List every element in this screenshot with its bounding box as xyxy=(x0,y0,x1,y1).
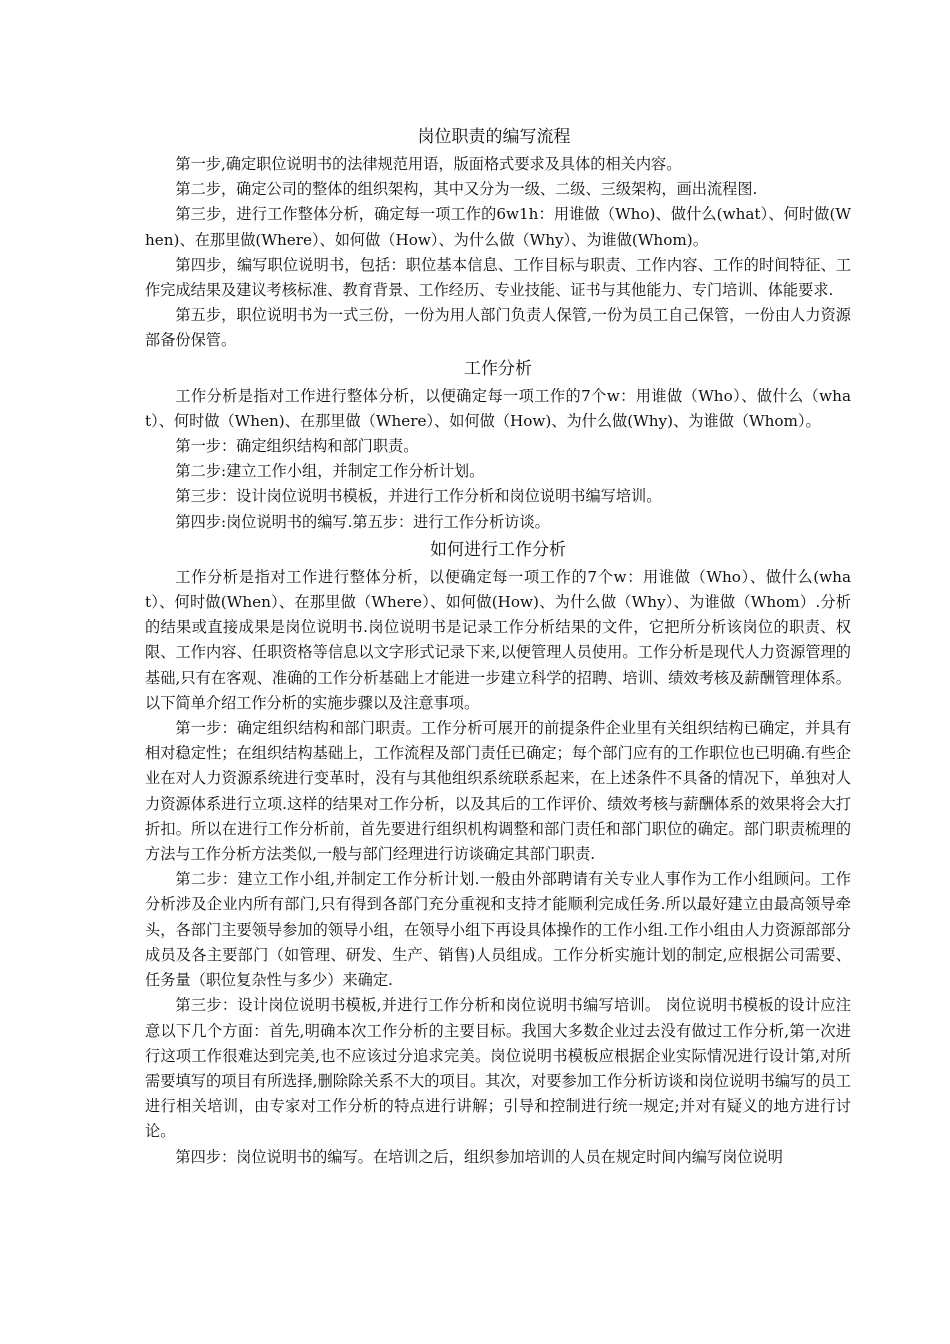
paragraph: 第三步：设计岗位说明书模板,并进行工作分析和岗位说明书编写培训。 岗位说明书模板的设计应注意以下几个方面：首先,明确本次工作分析的主要目标。我国大多数企业过去没有做过工作分析,第一次进行这项工作很难达到完美,也不应该过分追求完美。岗位说明书模板应根据企业实际情况进行设计第,对所需要填写的项目有所选择,删除除关系不大的项目。其次，对要参加工作分析访谈和岗位说明书编写的员工进行相关培训，由专家对工作分析的特点进行讲解；引导和控制进行统一规定;并对有疑义的地方进行讨论。 xyxy=(145,996,851,1141)
paragraph: 工作分析是指对工作进行整体分析，以便确定每一项工作的7个w：用谁做（Who）、做什么(what）、何时做(When）、在那里做（Where）、如何做(How)、为什么做（Why）、为谁做（Whom）.分析的结果或直接成果是岗位说明书.岗位说明书是记录工作分析结果的文件，它把所分析该岗位的职责、权限、工作内容、任职资格等信息以文字形式记录下来,以便管理人员使用。工作分析是现代人力资源管理的基础,只有在客观、准确的工作分析基础上才能进一步建立科学的招聘、培训、绩效考核及薪酬管理体系。以下简单介绍工作分析的实施步骤以及注意事项。 xyxy=(145,567,851,712)
paragraph: 第四步：岗位说明书的编写。在培训之后，组织参加培训的人员在规定时间内编写岗位说明 xyxy=(175,1147,783,1166)
paragraph: 第四步，编写职位说明书，包括：职位基本信息、工作目标与职责、工作内容、工作的时间特征、工作完成结果及建议考核标准、教育背景、工作经历、专业技能、证书与其他能力、专门培训、体能要求. xyxy=(145,255,851,300)
paragraph: 第一步,确定职位说明书的法律规范用语，版面格式要求及具体的相关内容。 xyxy=(175,155,682,173)
paragraph: 工作分析是指对工作进行整体分析，以便确定每一项工作的7个w：用谁做（Who）、做什么（what）、何时做（When)、在那里做（Where）、如何做（How)、为什么做(Why)、为谁做（Whom）。 xyxy=(145,386,851,430)
section-title-job-analysis: 工作分析 xyxy=(464,358,532,379)
paragraph: 第一步：确定组织结构和部门职责。工作分析可展开的前提条件企业里有关组织结构已确定，并具有相对稳定性；在组织结构基础上，工作流程及部门责任已确定；每个部门应有的工作职位也已明确.有些企业在对人力资源系统进行变革时，没有与其他组织系统联系起来，在上述条件不具备的情况下，单独对人力资源体系进行立项.这样的结果对工作分析，以及其后的工作评价、绩效考核与薪酬体系的效果将会大打折扣。所以在进行工作分析前，首先要进行组织机构调整和部门责任和部门职位的确定。部门职责梳理的方法与工作分析方法类似,一般与部门经理进行访谈确定其部门职责. xyxy=(145,719,851,864)
section-title-writing-process: 岗位职责的编写流程 xyxy=(417,127,571,147)
paragraph: 第五步，职位说明书为一式三份，一份为用人部门负责人保管,一份为员工自己保管，一份由人力资源部备份保管。 xyxy=(145,306,851,350)
paragraph: 第三步，进行工作整体分析，确定每一项工作的6w1h：用谁做（Who)、做什么(what）、何时做(When)、在那里做(Where）、如何做（How）、为什么做（Why）、为谁做(Whom)。 xyxy=(145,205,851,249)
section-title-how-to-analyze: 如何进行工作分析 xyxy=(430,539,566,560)
paragraph: 第二步：建立工作小组,并制定工作分析计划.一般由外部聘请有关专业人事作为工作小组顾问。工作分析涉及企业内所有部门,只有得到各部门充分重视和支持才能顺利完成任务.所以最好建立由最高领导牵头，各部门主要领导参加的领导小组，在领导小组下再设具体操作的工作小组.工作小组由人力资源部部分成员及各主要部门（如管理、研发、生产、销售)人员组成。工作分析实施计划的制定,应根据公司需要、任务量（职位复杂性与多少）来确定. xyxy=(145,870,851,990)
paragraph: 第四步:岗位说明书的编写.第五步：进行工作分析访谈。 xyxy=(175,512,550,531)
paragraph: 第一步：确定组织结构和部门职责。 xyxy=(175,437,419,456)
document-page xyxy=(145,122,851,1170)
paragraph: 第二步:建立工作小组，并制定工作分析计划。 xyxy=(175,462,485,481)
paragraph: 第二步，确定公司的整体的组织架构，其中又分为一级、二级、三级架构，画出流程图. xyxy=(175,180,758,199)
paragraph: 第三步：设计岗位说明书模板，并进行工作分析和岗位说明书编写培训。 xyxy=(175,487,662,506)
